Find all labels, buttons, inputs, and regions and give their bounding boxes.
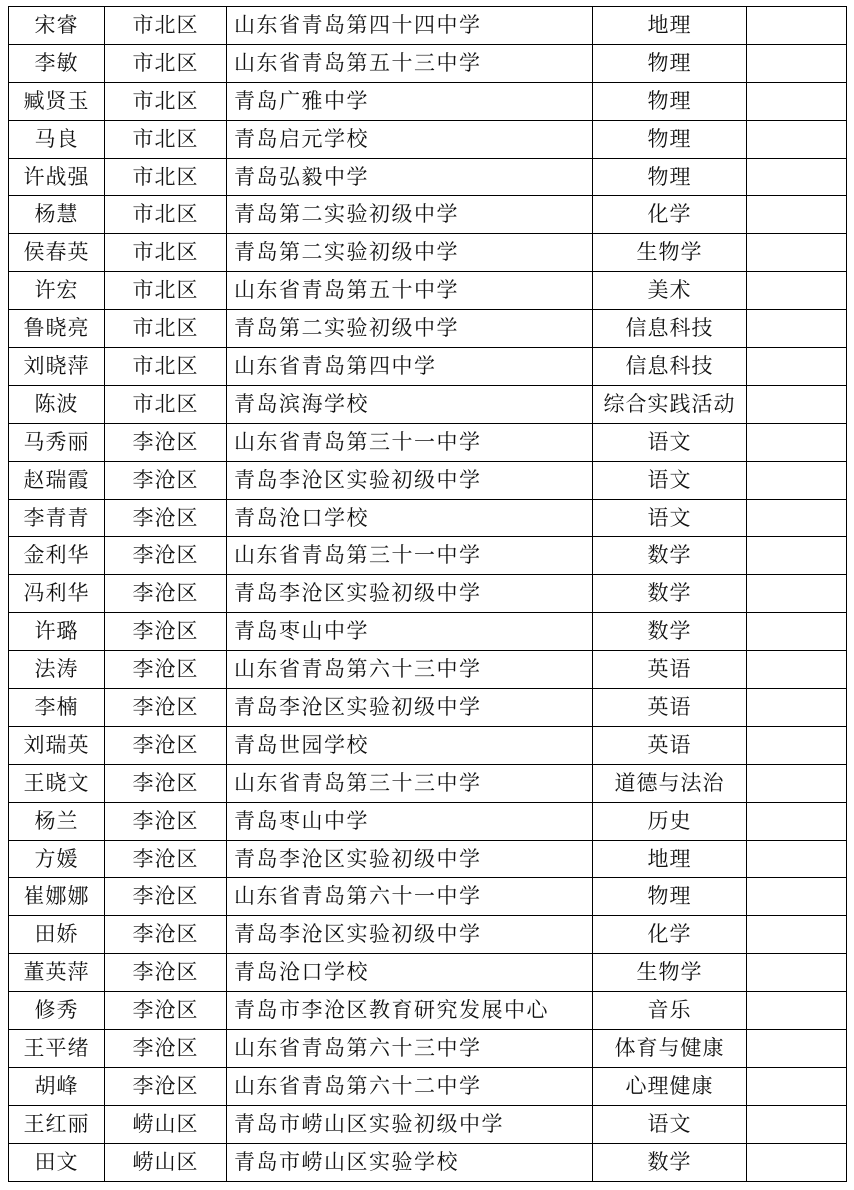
remarks-cell — [747, 82, 847, 120]
school-cell: 青岛广雅中学 — [227, 82, 593, 120]
school-cell: 青岛第二实验初级中学 — [227, 234, 593, 272]
subject-cell: 语文 — [593, 1105, 747, 1143]
district-cell: 李沧区 — [105, 651, 227, 689]
table-row — [9, 385, 847, 423]
table-row — [9, 537, 847, 575]
district-cell: 李沧区 — [105, 992, 227, 1030]
district-cell: 市北区 — [105, 82, 227, 120]
school-cell: 青岛李沧区实验初级中学 — [227, 689, 593, 727]
subject-cell: 心理健康 — [593, 1067, 747, 1105]
school-cell: 青岛市崂山区实验初级中学 — [227, 1105, 593, 1143]
district-cell: 李沧区 — [105, 575, 227, 613]
teacher-name-cell: 刘瑞英 — [9, 726, 105, 764]
table-row — [9, 651, 847, 689]
remarks-cell — [747, 44, 847, 82]
teacher-name-cell: 马良 — [9, 120, 105, 158]
school-cell: 青岛李沧区实验初级中学 — [227, 461, 593, 499]
remarks-cell — [747, 575, 847, 613]
teacher-name-cell: 李青青 — [9, 499, 105, 537]
district-cell: 李沧区 — [105, 461, 227, 499]
school-cell: 山东省青岛第三十一中学 — [227, 423, 593, 461]
table-row — [9, 7, 847, 45]
teacher-name-cell: 田文 — [9, 1143, 105, 1181]
school-cell: 青岛世园学校 — [227, 726, 593, 764]
district-cell: 李沧区 — [105, 689, 227, 727]
subject-cell: 化学 — [593, 916, 747, 954]
table-row — [9, 310, 847, 348]
roster-sheet — [8, 6, 847, 1182]
remarks-cell — [747, 234, 847, 272]
district-cell: 李沧区 — [105, 764, 227, 802]
table-row — [9, 1143, 847, 1181]
teacher-name-cell: 许宏 — [9, 272, 105, 310]
table-row — [9, 575, 847, 613]
remarks-cell — [747, 613, 847, 651]
subject-cell: 数学 — [593, 1143, 747, 1181]
district-cell: 市北区 — [105, 120, 227, 158]
table-row — [9, 82, 847, 120]
school-cell: 山东省青岛第五十中学 — [227, 272, 593, 310]
remarks-cell — [747, 1030, 847, 1068]
teacher-name-cell: 赵瑞霞 — [9, 461, 105, 499]
subject-cell: 生物学 — [593, 234, 747, 272]
subject-cell: 体育与健康 — [593, 1030, 747, 1068]
subject-cell: 美术 — [593, 272, 747, 310]
district-cell: 李沧区 — [105, 499, 227, 537]
school-cell: 山东省青岛第六十二中学 — [227, 1067, 593, 1105]
school-cell: 青岛弘毅中学 — [227, 158, 593, 196]
subject-cell: 历史 — [593, 802, 747, 840]
teacher-name-cell: 侯春英 — [9, 234, 105, 272]
subject-cell: 道德与法治 — [593, 764, 747, 802]
subject-cell: 数学 — [593, 575, 747, 613]
teacher-name-cell: 冯利华 — [9, 575, 105, 613]
remarks-cell — [747, 7, 847, 45]
roster-table-body — [9, 7, 847, 1182]
teacher-name-cell: 杨兰 — [9, 802, 105, 840]
remarks-cell — [747, 802, 847, 840]
table-row — [9, 499, 847, 537]
remarks-cell — [747, 158, 847, 196]
remarks-cell — [747, 499, 847, 537]
school-cell: 山东省青岛第六十三中学 — [227, 1030, 593, 1068]
district-cell: 崂山区 — [105, 1143, 227, 1181]
table-row — [9, 613, 847, 651]
table-row — [9, 1067, 847, 1105]
remarks-cell — [747, 689, 847, 727]
remarks-cell — [747, 461, 847, 499]
teacher-name-cell: 法涛 — [9, 651, 105, 689]
table-row — [9, 348, 847, 386]
table-row — [9, 726, 847, 764]
table-row — [9, 158, 847, 196]
table-row — [9, 840, 847, 878]
subject-cell: 物理 — [593, 44, 747, 82]
table-row — [9, 461, 847, 499]
remarks-cell — [747, 992, 847, 1030]
teacher-name-cell: 臧贤玉 — [9, 82, 105, 120]
remarks-cell — [747, 348, 847, 386]
table-row — [9, 689, 847, 727]
teacher-name-cell: 修秀 — [9, 992, 105, 1030]
teacher-name-cell: 许战强 — [9, 158, 105, 196]
subject-cell: 数学 — [593, 537, 747, 575]
school-cell: 青岛枣山中学 — [227, 802, 593, 840]
subject-cell: 综合实践活动 — [593, 385, 747, 423]
district-cell: 市北区 — [105, 44, 227, 82]
table-row — [9, 1030, 847, 1068]
subject-cell: 物理 — [593, 158, 747, 196]
subject-cell: 物理 — [593, 120, 747, 158]
table-row — [9, 234, 847, 272]
district-cell: 市北区 — [105, 310, 227, 348]
subject-cell: 信息科技 — [593, 348, 747, 386]
teacher-name-cell: 方媛 — [9, 840, 105, 878]
subject-cell: 语文 — [593, 461, 747, 499]
district-cell: 李沧区 — [105, 613, 227, 651]
roster-table — [8, 6, 847, 1182]
teacher-name-cell: 鲁晓亮 — [9, 310, 105, 348]
district-cell: 市北区 — [105, 272, 227, 310]
school-cell: 青岛沧口学校 — [227, 954, 593, 992]
table-row — [9, 954, 847, 992]
subject-cell: 语文 — [593, 499, 747, 537]
district-cell: 李沧区 — [105, 878, 227, 916]
teacher-name-cell: 马秀丽 — [9, 423, 105, 461]
subject-cell: 化学 — [593, 196, 747, 234]
district-cell: 市北区 — [105, 196, 227, 234]
teacher-name-cell: 胡峰 — [9, 1067, 105, 1105]
school-cell: 青岛第二实验初级中学 — [227, 310, 593, 348]
school-cell: 青岛启元学校 — [227, 120, 593, 158]
school-cell: 山东省青岛第三十一中学 — [227, 537, 593, 575]
teacher-name-cell: 崔娜娜 — [9, 878, 105, 916]
teacher-name-cell: 刘晓萍 — [9, 348, 105, 386]
district-cell: 李沧区 — [105, 1067, 227, 1105]
table-row — [9, 916, 847, 954]
district-cell: 李沧区 — [105, 1030, 227, 1068]
remarks-cell — [747, 1067, 847, 1105]
teacher-name-cell: 董英萍 — [9, 954, 105, 992]
teacher-name-cell: 许璐 — [9, 613, 105, 651]
subject-cell: 语文 — [593, 423, 747, 461]
table-row — [9, 802, 847, 840]
teacher-name-cell: 王晓文 — [9, 764, 105, 802]
remarks-cell — [747, 120, 847, 158]
school-cell: 山东省青岛第五十三中学 — [227, 44, 593, 82]
remarks-cell — [747, 537, 847, 575]
school-cell: 山东省青岛第六十一中学 — [227, 878, 593, 916]
school-cell: 青岛李沧区实验初级中学 — [227, 575, 593, 613]
school-cell: 青岛市崂山区实验学校 — [227, 1143, 593, 1181]
district-cell: 李沧区 — [105, 726, 227, 764]
school-cell: 山东省青岛第四十四中学 — [227, 7, 593, 45]
table-row — [9, 878, 847, 916]
table-row — [9, 196, 847, 234]
subject-cell: 英语 — [593, 689, 747, 727]
subject-cell: 地理 — [593, 7, 747, 45]
district-cell: 市北区 — [105, 348, 227, 386]
subject-cell: 地理 — [593, 840, 747, 878]
remarks-cell — [747, 840, 847, 878]
district-cell: 市北区 — [105, 385, 227, 423]
remarks-cell — [747, 954, 847, 992]
subject-cell: 音乐 — [593, 992, 747, 1030]
school-cell: 青岛李沧区实验初级中学 — [227, 840, 593, 878]
teacher-name-cell: 陈波 — [9, 385, 105, 423]
school-cell: 青岛李沧区实验初级中学 — [227, 916, 593, 954]
teacher-name-cell: 李敏 — [9, 44, 105, 82]
school-cell: 青岛第二实验初级中学 — [227, 196, 593, 234]
teacher-name-cell: 王红丽 — [9, 1105, 105, 1143]
remarks-cell — [747, 196, 847, 234]
district-cell: 市北区 — [105, 158, 227, 196]
remarks-cell — [747, 423, 847, 461]
school-cell: 山东省青岛第三十三中学 — [227, 764, 593, 802]
teacher-name-cell: 金利华 — [9, 537, 105, 575]
remarks-cell — [747, 916, 847, 954]
teacher-name-cell: 宋睿 — [9, 7, 105, 45]
district-cell: 李沧区 — [105, 802, 227, 840]
remarks-cell — [747, 272, 847, 310]
school-cell: 山东省青岛第六十三中学 — [227, 651, 593, 689]
district-cell: 崂山区 — [105, 1105, 227, 1143]
school-cell: 青岛沧口学校 — [227, 499, 593, 537]
teacher-name-cell: 李楠 — [9, 689, 105, 727]
district-cell: 李沧区 — [105, 537, 227, 575]
table-row — [9, 120, 847, 158]
teacher-name-cell: 杨慧 — [9, 196, 105, 234]
subject-cell: 数学 — [593, 613, 747, 651]
remarks-cell — [747, 310, 847, 348]
remarks-cell — [747, 651, 847, 689]
school-cell: 青岛滨海学校 — [227, 385, 593, 423]
district-cell: 李沧区 — [105, 954, 227, 992]
table-row — [9, 1105, 847, 1143]
subject-cell: 物理 — [593, 82, 747, 120]
remarks-cell — [747, 878, 847, 916]
district-cell: 市北区 — [105, 234, 227, 272]
subject-cell: 英语 — [593, 726, 747, 764]
remarks-cell — [747, 726, 847, 764]
teacher-name-cell: 王平绪 — [9, 1030, 105, 1068]
subject-cell: 物理 — [593, 878, 747, 916]
remarks-cell — [747, 1105, 847, 1143]
remarks-cell — [747, 764, 847, 802]
table-row — [9, 44, 847, 82]
subject-cell: 生物学 — [593, 954, 747, 992]
table-row — [9, 764, 847, 802]
table-row — [9, 423, 847, 461]
subject-cell: 信息科技 — [593, 310, 747, 348]
table-row — [9, 272, 847, 310]
district-cell: 李沧区 — [105, 423, 227, 461]
school-cell: 青岛枣山中学 — [227, 613, 593, 651]
remarks-cell — [747, 385, 847, 423]
teacher-name-cell: 田娇 — [9, 916, 105, 954]
district-cell: 李沧区 — [105, 916, 227, 954]
school-cell: 青岛市李沧区教育研究发展中心 — [227, 992, 593, 1030]
district-cell: 李沧区 — [105, 840, 227, 878]
subject-cell: 英语 — [593, 651, 747, 689]
school-cell: 山东省青岛第四中学 — [227, 348, 593, 386]
remarks-cell — [747, 1143, 847, 1181]
district-cell: 市北区 — [105, 7, 227, 45]
table-row — [9, 992, 847, 1030]
